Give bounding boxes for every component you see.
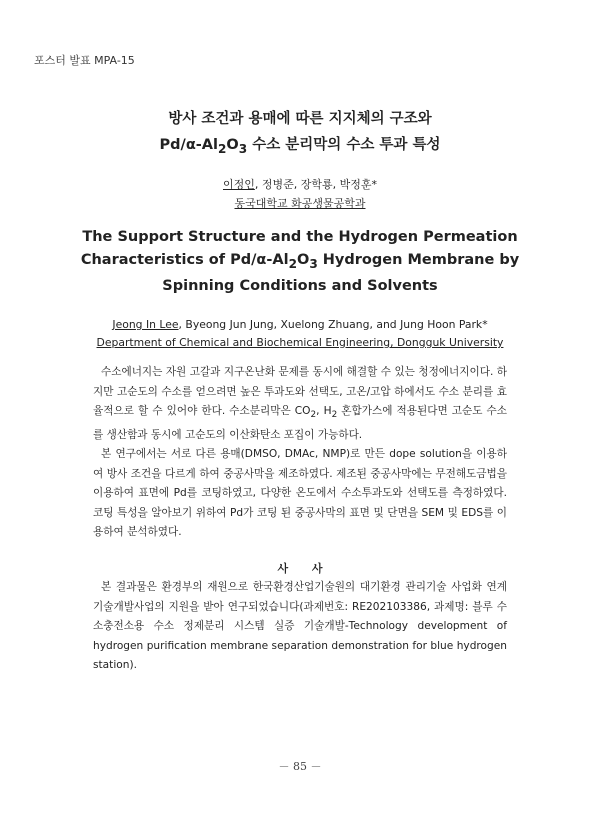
english-coauthors: , Byeong Jun Jung, Xuelong Zhuang, and Jung Hoon Park* bbox=[178, 318, 488, 331]
korean-title-formula-part: O bbox=[226, 137, 239, 153]
korean-title-formula-part: Pd/α-Al bbox=[159, 137, 218, 153]
korean-authors bbox=[0, 175, 600, 213]
abstract-text: 혼합가스에 적용된다면 고순도 수소를 생산함과 동시에 고순도의 이산화탄소 포집이 가능하다. bbox=[93, 405, 508, 441]
english-author-list bbox=[0, 316, 600, 334]
korean-title bbox=[0, 106, 600, 162]
english-title-line-3: Spinning Conditions and Solvents bbox=[162, 277, 438, 294]
english-authors bbox=[0, 316, 600, 352]
abstract-paragraph-1 bbox=[93, 363, 507, 445]
subscript: 3 bbox=[309, 256, 318, 271]
acknowledgement-body bbox=[93, 578, 507, 676]
korean-coauthors: , 정병준, 장학룡, 박정훈* bbox=[254, 178, 377, 191]
english-title-line-1: The Support Structure and the Hydrogen Permeation bbox=[82, 229, 518, 245]
english-title-line-2 bbox=[0, 249, 600, 275]
english-first-author: Jeong In Lee bbox=[112, 318, 179, 331]
abstract-text: 수소에너지는 자원 고갈과 지구온난화 문제를 동시에 해결할 수 있는 청정에너지이다. 하지만 고순도의 수소를 얻으려면 높은 투과도와 선택도, 고온/고압 하에서도 수소 분리를 효율적으로 할 수 있어야 한다. 수소분리막은 CO bbox=[93, 366, 507, 417]
korean-affiliation: 동국대학교 화공생물공학과 bbox=[234, 197, 366, 210]
subscript: 2 bbox=[218, 141, 227, 156]
subscript: 2 bbox=[310, 410, 317, 421]
korean-author-list bbox=[0, 175, 600, 194]
abstract-body bbox=[93, 363, 507, 543]
english-title-rest: Hydrogen Membrane by bbox=[317, 251, 520, 268]
korean-title-line-1: 방사 조건과 용매에 따른 지지체의 구조와 bbox=[168, 111, 432, 127]
acknowledgement-heading: 사 사 bbox=[277, 562, 333, 575]
korean-first-author: 이정인 bbox=[222, 178, 255, 191]
english-title bbox=[0, 226, 600, 297]
session-label: 포스터 발표 MPA-15 bbox=[34, 54, 135, 67]
subscript: 2 bbox=[331, 410, 338, 421]
english-title-formula-part: O bbox=[297, 251, 310, 268]
subscript: 2 bbox=[288, 256, 297, 271]
english-affiliation: Department of Chemical and Biochemical Engineering, Dongguk University bbox=[96, 336, 504, 349]
english-title-formula-part: Characteristics of Pd/α-Al bbox=[80, 251, 289, 268]
korean-title-rest: 수소 분리막의 수소 투과 특성 bbox=[247, 137, 441, 153]
page-number: － 85 － bbox=[278, 760, 322, 773]
subscript: 3 bbox=[238, 141, 248, 156]
abstract-paragraph-2: 본 연구에서는 서로 다른 용매(DMSO, DMAc, NMP)로 만든 dope solution을 이용하여 방사 조건을 다르게 하여 중공사막을 제조하였다. 제조된 중공사막에는 무전해도금법을 이용하여 표면에 Pd를 코팅하였고, 다양한 온도에서 수소투과도와 선택도를 측정하였다. 코팅 특성을 알아보기 위하여 Pd가 코팅 된 중공사막의 표면 및 단면을 SEM 및 EDS를 이용하여 분석하였다. bbox=[93, 448, 507, 539]
acknowledgement-paragraph: 본 결과물은 환경부의 재원으로 한국환경산업기술원의 대기환경 관리기술 사업화 연계 기술개발사업의 지원을 받아 연구되었습니다(과제번호: RE202103386, 과제명: 블루 수소충전소용 수소 정제분리 시스템 실증 기술개발-Technology development of hydrogen purification membrane separation demonstration for blue hydrogen station). bbox=[93, 581, 507, 671]
korean-title-line-2 bbox=[0, 132, 600, 162]
abstract-text: , H bbox=[316, 405, 332, 417]
